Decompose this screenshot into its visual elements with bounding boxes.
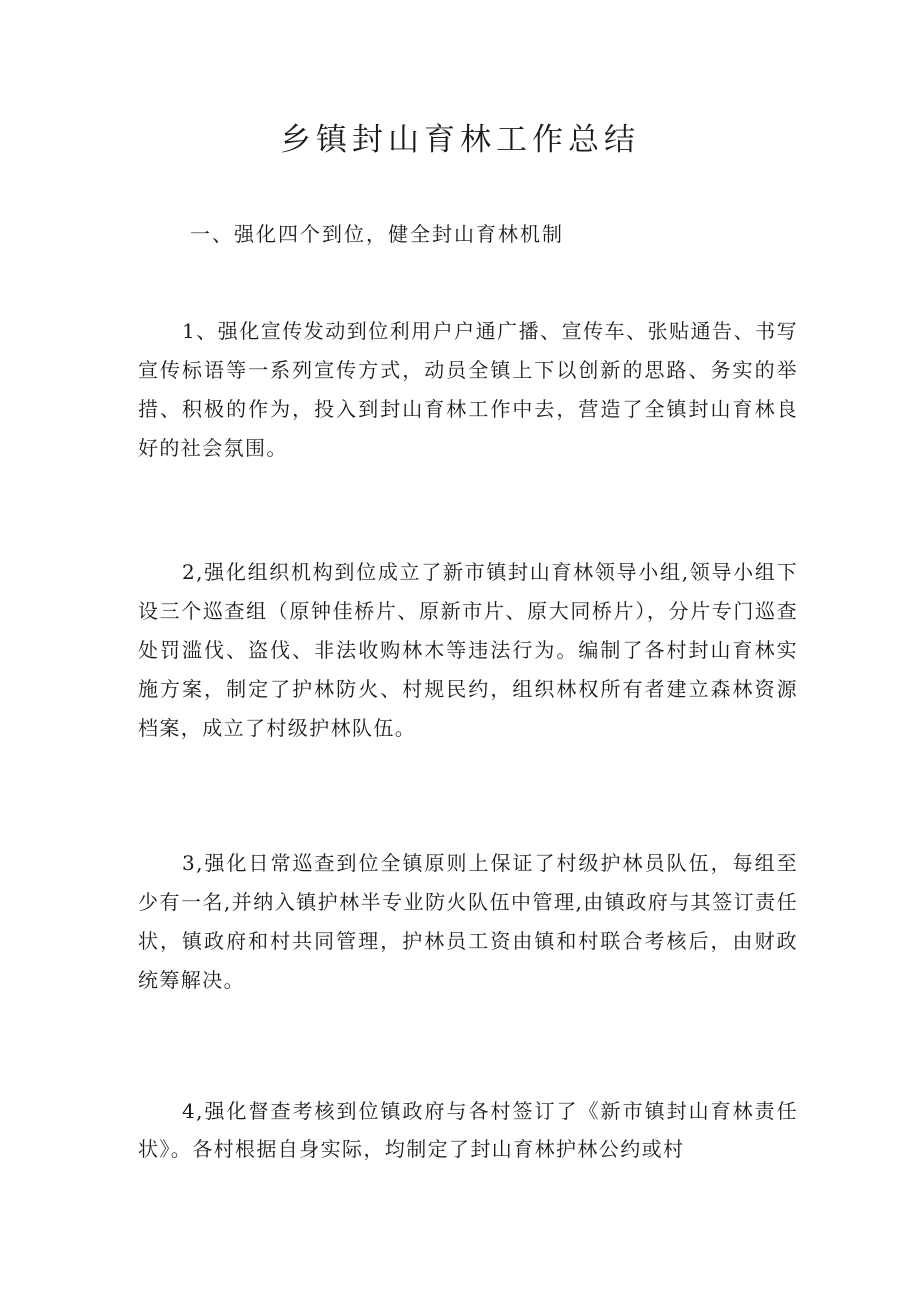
paragraph-1: 1、强化宣传发动到位利用户户通广播、宣传车、张贴通告、书写宣传标语等一系列宣传方式，动员全镇上下以创新的思路、务实的举措、积极的作为，投入到封山育林工作中去，营造了全镇封山育林良好的社会氛围。: [138, 319, 798, 460]
document-title: 乡镇封山育林工作总结: [280, 122, 640, 158]
paragraph-2: 2,强化组织机构到位成立了新市镇封山育林领导小组,领导小组下设三个巡查组（原钟佳桥片、原新市片、原大同桥片），分片专门巡查处罚滥伐、盗伐、非法收购林木等违法行为。编制了各村封山育林实施方案，制定了护林防火、村规民约，组织林权所有者建立森林资源档案，成立了村级护林队伍。: [138, 560, 798, 740]
paragraph-4: 4,强化督查考核到位镇政府与各村签订了《新市镇封山育林责任状》。各村根据自身实际，均制定了封山育林护林公约或村: [138, 1099, 798, 1161]
paragraph-3: 3,强化日常巡查到位全镇原则上保证了村级护林员队伍，每组至少有一名,并纳入镇护林半专业防火队伍中管理,由镇政府与其签订责任状，镇政府和村共同管理，护林员工资由镇和村联合考核后，由财政统筹解决。: [138, 851, 798, 992]
section-heading: 一、强化四个到位，健全封山育林机制: [190, 222, 564, 246]
